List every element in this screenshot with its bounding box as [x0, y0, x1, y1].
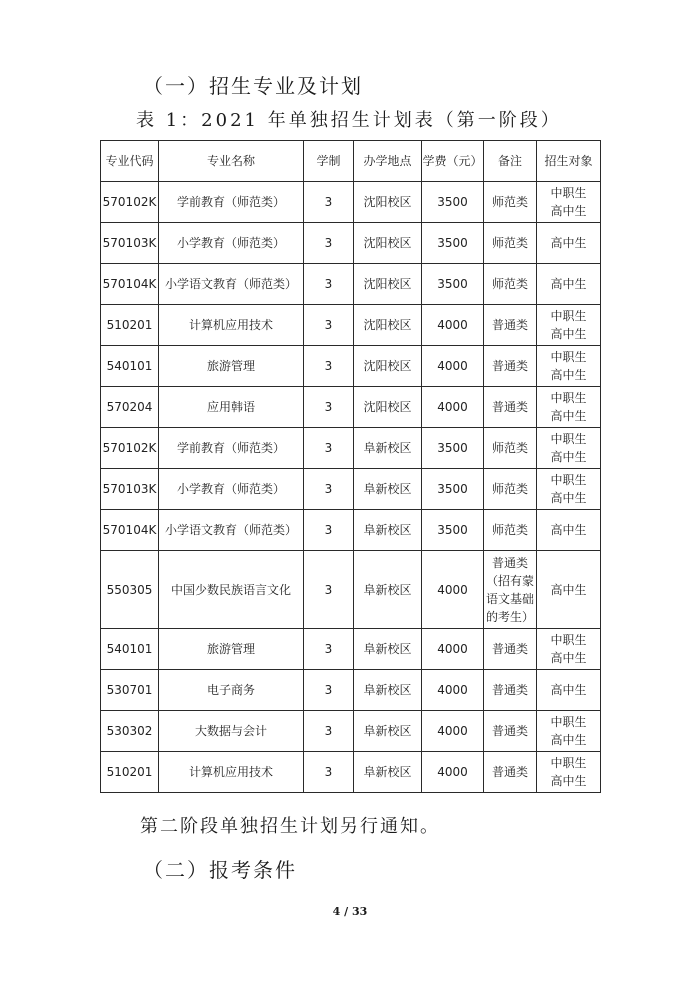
- cell-fee: 3500: [422, 510, 484, 551]
- table-header-row: [101, 141, 601, 182]
- cell-years: 3: [304, 670, 354, 711]
- cell-target: 中职生 高中生: [537, 346, 601, 387]
- cell-fee: 4000: [422, 629, 484, 670]
- cell-note: 普通类: [484, 629, 537, 670]
- cell-note: 普通类 （招有蒙 语文基础 的考生）: [484, 551, 537, 629]
- cell-campus: 阜新校区: [354, 469, 422, 510]
- cell-years: 3: [304, 510, 354, 551]
- cell-note: 师范类: [484, 510, 537, 551]
- cell-campus: 沈阳校区: [354, 223, 422, 264]
- cell-name: 小学语文教育（师范类）: [159, 510, 304, 551]
- cell-note: 师范类: [484, 182, 537, 223]
- section-heading-2: （二）报考条件: [143, 858, 297, 882]
- cell-note: 师范类: [484, 469, 537, 510]
- second-stage-note: 第二阶段单独招生计划另行通知。: [140, 816, 440, 837]
- cell-name: 学前教育（师范类）: [159, 428, 304, 469]
- cell-code: 570103K: [101, 469, 159, 510]
- cell-target: 高中生: [537, 223, 601, 264]
- table-row: [101, 223, 601, 264]
- cell-campus: 沈阳校区: [354, 182, 422, 223]
- cell-target: 高中生: [537, 551, 601, 629]
- header-years: 学制: [304, 141, 354, 182]
- cell-years: 3: [304, 305, 354, 346]
- cell-years: 3: [304, 387, 354, 428]
- cell-note: 师范类: [484, 264, 537, 305]
- cell-fee: 3500: [422, 223, 484, 264]
- table-row: [101, 305, 601, 346]
- cell-years: 3: [304, 428, 354, 469]
- cell-fee: 4000: [422, 551, 484, 629]
- cell-campus: 阜新校区: [354, 670, 422, 711]
- cell-name: 旅游管理: [159, 629, 304, 670]
- cell-target: 中职生 高中生: [537, 182, 601, 223]
- cell-code: 510201: [101, 305, 159, 346]
- cell-note: 普通类: [484, 752, 537, 793]
- cell-fee: 4000: [422, 387, 484, 428]
- cell-code: 530302: [101, 711, 159, 752]
- cell-code: 540101: [101, 346, 159, 387]
- cell-target: 中职生 高中生: [537, 752, 601, 793]
- cell-target: 中职生 高中生: [537, 711, 601, 752]
- cell-note: 师范类: [484, 223, 537, 264]
- cell-code: 570104K: [101, 510, 159, 551]
- cell-note: 师范类: [484, 428, 537, 469]
- cell-code: 570102K: [101, 182, 159, 223]
- cell-name: 学前教育（师范类）: [159, 182, 304, 223]
- cell-fee: 4000: [422, 752, 484, 793]
- cell-target: 中职生 高中生: [537, 305, 601, 346]
- cell-target: 中职生 高中生: [537, 387, 601, 428]
- cell-code: 570103K: [101, 223, 159, 264]
- enrollment-plan-table: [100, 140, 601, 793]
- cell-code: 570102K: [101, 428, 159, 469]
- cell-campus: 阜新校区: [354, 551, 422, 629]
- cell-note: 普通类: [484, 670, 537, 711]
- cell-fee: 3500: [422, 469, 484, 510]
- section-heading: （一）招生专业及计划: [143, 74, 363, 98]
- cell-campus: 沈阳校区: [354, 305, 422, 346]
- cell-years: 3: [304, 223, 354, 264]
- cell-code: 540101: [101, 629, 159, 670]
- cell-code: 510201: [101, 752, 159, 793]
- table-body: [101, 182, 601, 793]
- cell-note: 普通类: [484, 387, 537, 428]
- cell-target: 高中生: [537, 510, 601, 551]
- header-name: 专业名称: [159, 141, 304, 182]
- header-fee: 学费（元）: [422, 141, 484, 182]
- table-row: [101, 551, 601, 629]
- cell-campus: 沈阳校区: [354, 264, 422, 305]
- table-row: [101, 469, 601, 510]
- cell-name: 旅游管理: [159, 346, 304, 387]
- cell-note: 普通类: [484, 346, 537, 387]
- table-row: [101, 182, 601, 223]
- cell-years: 3: [304, 752, 354, 793]
- table-row: [101, 264, 601, 305]
- cell-campus: 阜新校区: [354, 711, 422, 752]
- cell-fee: 3500: [422, 428, 484, 469]
- cell-note: 普通类: [484, 711, 537, 752]
- cell-name: 电子商务: [159, 670, 304, 711]
- cell-target: 中职生 高中生: [537, 629, 601, 670]
- cell-years: 3: [304, 551, 354, 629]
- table-row: [101, 629, 601, 670]
- header-target: 招生对象: [537, 141, 601, 182]
- header-campus: 办学地点: [354, 141, 422, 182]
- header-code: 专业代码: [101, 141, 159, 182]
- cell-name: 中国少数民族语言文化: [159, 551, 304, 629]
- cell-code: 570104K: [101, 264, 159, 305]
- page-number: 4 / 33: [332, 905, 368, 918]
- table-row: [101, 752, 601, 793]
- table-row: [101, 670, 601, 711]
- cell-fee: 4000: [422, 670, 484, 711]
- table-row: [101, 428, 601, 469]
- cell-target: 高中生: [537, 670, 601, 711]
- cell-name: 小学教育（师范类）: [159, 469, 304, 510]
- table-row: [101, 711, 601, 752]
- cell-note: 普通类: [484, 305, 537, 346]
- cell-code: 550305: [101, 551, 159, 629]
- cell-campus: 阜新校区: [354, 428, 422, 469]
- cell-code: 570204: [101, 387, 159, 428]
- cell-years: 3: [304, 629, 354, 670]
- table-row: [101, 346, 601, 387]
- cell-fee: 3500: [422, 264, 484, 305]
- cell-campus: 沈阳校区: [354, 387, 422, 428]
- cell-years: 3: [304, 182, 354, 223]
- cell-years: 3: [304, 711, 354, 752]
- cell-campus: 沈阳校区: [354, 346, 422, 387]
- cell-target: 中职生 高中生: [537, 469, 601, 510]
- table-row: [101, 510, 601, 551]
- cell-campus: 阜新校区: [354, 629, 422, 670]
- cell-years: 3: [304, 469, 354, 510]
- cell-name: 大数据与会计: [159, 711, 304, 752]
- cell-fee: 4000: [422, 711, 484, 752]
- cell-years: 3: [304, 264, 354, 305]
- cell-fee: 3500: [422, 182, 484, 223]
- cell-years: 3: [304, 346, 354, 387]
- table-caption: 表 1：2021 年单独招生计划表（第一阶段）: [136, 110, 562, 131]
- cell-fee: 4000: [422, 305, 484, 346]
- cell-name: 应用韩语: [159, 387, 304, 428]
- cell-target: 高中生: [537, 264, 601, 305]
- cell-name: 小学语文教育（师范类）: [159, 264, 304, 305]
- cell-target: 中职生 高中生: [537, 428, 601, 469]
- table-row: [101, 387, 601, 428]
- cell-name: 计算机应用技术: [159, 305, 304, 346]
- cell-name: 小学教育（师范类）: [159, 223, 304, 264]
- cell-campus: 阜新校区: [354, 752, 422, 793]
- cell-campus: 阜新校区: [354, 510, 422, 551]
- cell-code: 530701: [101, 670, 159, 711]
- cell-fee: 4000: [422, 346, 484, 387]
- header-note: 备注: [484, 141, 537, 182]
- cell-name: 计算机应用技术: [159, 752, 304, 793]
